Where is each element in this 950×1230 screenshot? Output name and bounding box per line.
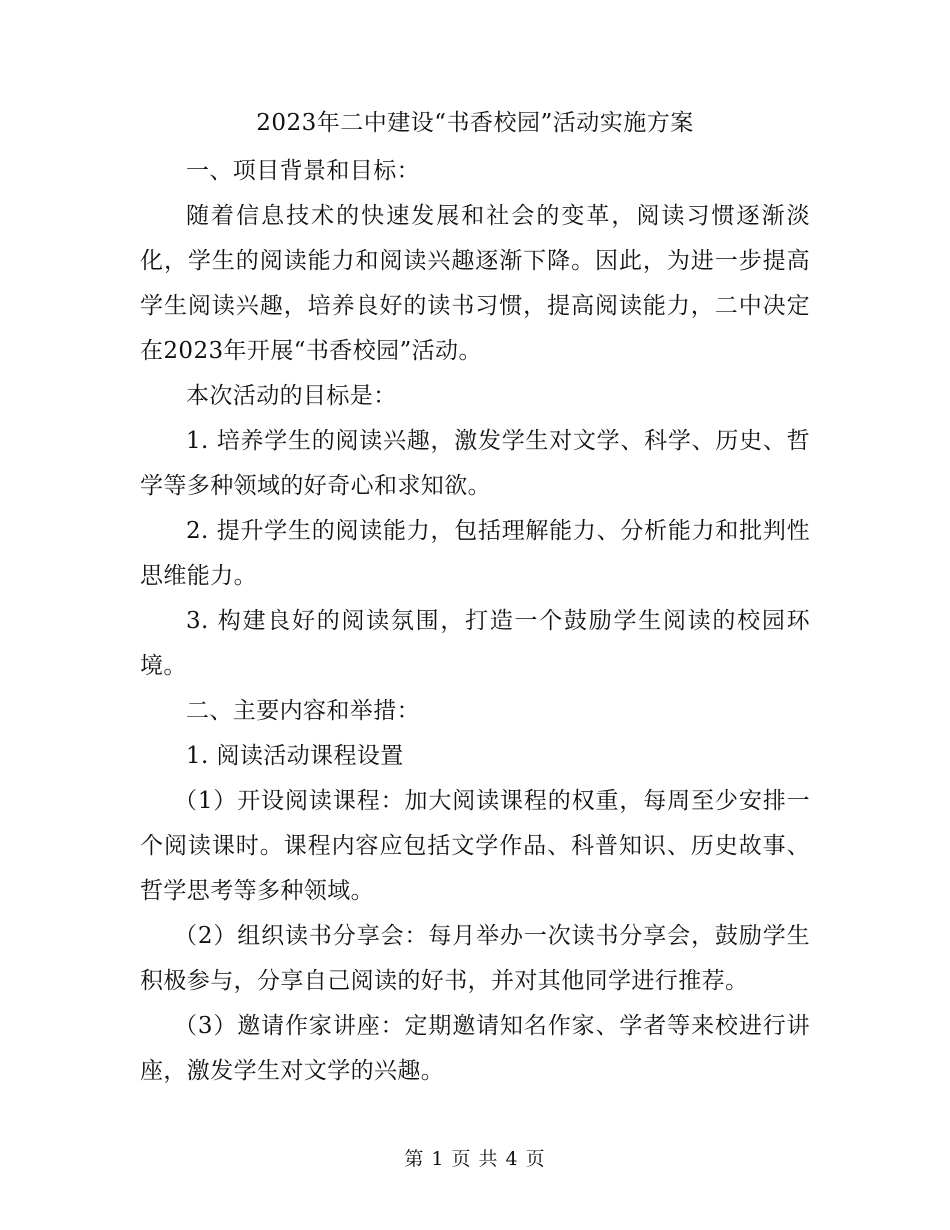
measure-item-2: （2）组织读书分享会：每月举办一次读书分享会，鼓励学生积极参与，分享自己阅读的好书，并对其他同学进行推荐。 [140,923,810,994]
goal-item-2: 2. 提升学生的阅读能力，包括理解能力、分析能力和批判性思维能力。 [140,518,810,589]
measure-item-1: （1）开设阅读课程：加大阅读课程的权重，每周至少安排一个阅读课时。课程内容应包括文学作品、科普知识、历史故事、哲学思考等多种领域。 [140,788,810,904]
measure-item-3: （3）邀请作家讲座：定期邀请知名作家、学者等来校进行讲座，激发学生对文学的兴趣。 [140,1013,810,1084]
goal-item-1: 1. 培养学生的阅读兴趣，激发学生对文学、科学、历史、哲学等多种领域的好奇心和求知欲。 [140,428,810,499]
subsection-heading-courses: 1. 阅读活动课程设置 [186,743,404,769]
document-title: 2023年二中建设“书香校园”活动实施方案 [256,110,694,136]
section-heading-background: 一、项目背景和目标： [186,158,420,184]
page-number: 第 1 页 共 4 页 [404,1148,546,1170]
goal-item-3: 3. 构建良好的阅读氛围，打造一个鼓励学生阅读的校园环境。 [140,608,810,679]
document-body [140,103,810,1094]
paragraph-goals-intro: 本次活动的目标是： [186,383,397,409]
section-heading-content: 二、主要内容和举措： [186,698,420,724]
paragraph-background: 随着信息技术的快速发展和社会的变革，阅读习惯逐渐淡化，学生的阅读能力和阅读兴趣逐渐下降。因此，为进一步提高学生阅读兴趣，培养良好的读书习惯，提高阅读能力，二中决定在2023年开展“书香校园”活动。 [140,203,810,364]
